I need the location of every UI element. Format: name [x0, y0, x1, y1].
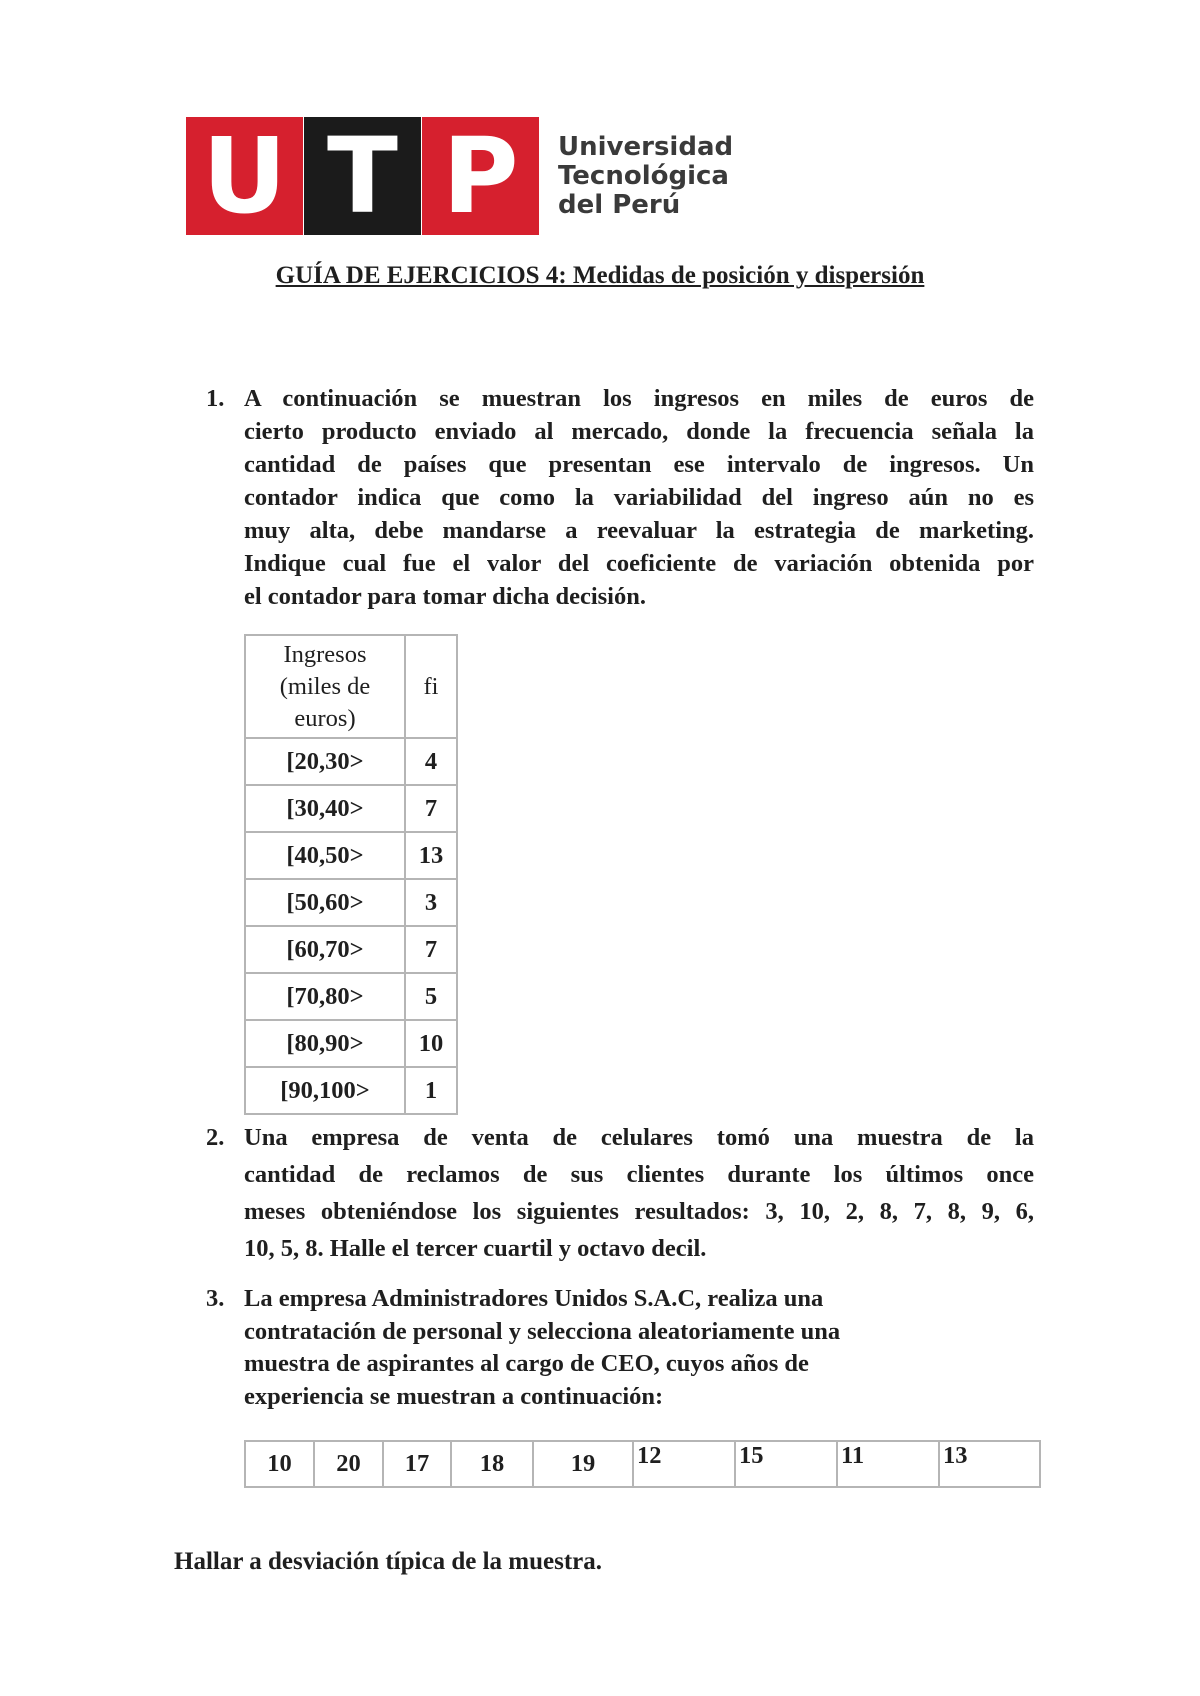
question-line: contador indica que como la variabilidad del ingreso aún no es	[244, 484, 1034, 511]
logo-box-u	[186, 117, 303, 235]
header-line: Ingresos	[283, 640, 367, 668]
table-row	[245, 879, 457, 926]
question-line: Indique cual fue el valor del coeficiente de variación obtenida por	[244, 550, 1034, 577]
logo-letter-p: P	[442, 115, 519, 237]
interval-cell: [80,90>	[245, 1020, 405, 1067]
question-line: 10, 5, 8. Halle el tercer cuartil y octavo decil.	[244, 1235, 707, 1262]
fi-cell: 3	[405, 879, 457, 926]
interval-cell: [40,50>	[245, 832, 405, 879]
logo-name-line: Universidad	[558, 132, 734, 162]
value-cell: 10	[245, 1441, 314, 1487]
table-row	[245, 926, 457, 973]
question-number: 3.	[206, 1285, 225, 1312]
interval-cell: [90,100>	[245, 1067, 405, 1114]
logo-letter-u: U	[202, 115, 287, 237]
experience-values-table	[244, 1440, 1041, 1488]
interval-cell: [30,40>	[245, 785, 405, 832]
question-line: cierto producto enviado al mercado, donde la frecuencia señala la	[244, 418, 1034, 445]
header-fi: fi	[405, 635, 457, 738]
logo-name-line: Tecnológica	[558, 161, 729, 191]
logo-box-t	[304, 117, 421, 235]
table-row	[245, 1020, 457, 1067]
value-cell: 18	[451, 1441, 533, 1487]
interval-cell: [70,80>	[245, 973, 405, 1020]
table-row	[245, 738, 457, 785]
fi-cell: 4	[405, 738, 457, 785]
question-line: experiencia se muestran a continuación:	[244, 1382, 664, 1410]
value-cell: 15	[735, 1441, 837, 1487]
question-number: 2.	[206, 1124, 225, 1151]
value-cell: 12	[633, 1441, 735, 1487]
logo-box-p	[422, 117, 539, 235]
page-title: GUÍA DE EJERCICIOS 4: Medidas de posición y dispersión	[275, 262, 925, 289]
value-cell: 20	[314, 1441, 383, 1487]
value-cell: 11	[837, 1441, 939, 1487]
utp-logo	[186, 115, 734, 237]
logo-university-name	[558, 133, 733, 220]
question-line: muy alta, debe mandarse a reevaluar la estrategia de marketing.	[244, 517, 1034, 544]
table-row	[245, 1067, 457, 1114]
value-cell: 19	[533, 1441, 633, 1487]
question-line: Una empresa de venta de celulares tomó una muestra de la	[244, 1124, 1034, 1151]
fi-cell: 13	[405, 832, 457, 879]
interval-cell: [20,30>	[245, 738, 405, 785]
header-line: euros)	[294, 704, 356, 732]
question-line: muestra de aspirantes al cargo de CEO, cuyos años de	[244, 1350, 809, 1377]
question-line: el contador para tomar dicha decisión.	[244, 583, 646, 610]
table-header-row	[245, 635, 457, 738]
closing-instruction: Hallar a desviación típica de la muestra.	[174, 1548, 602, 1575]
question-2	[206, 1119, 1034, 1267]
value-cell: 17	[383, 1441, 451, 1487]
question-line: contratación de personal y selecciona aleatoriamente una	[244, 1317, 841, 1345]
table-row	[245, 785, 457, 832]
table-row	[245, 973, 457, 1020]
fi-cell: 7	[405, 926, 457, 973]
question-line: A continuación se muestran los ingresos en miles de euros de	[244, 385, 1034, 412]
header-line: (miles de	[279, 672, 371, 700]
fi-cell: 1	[405, 1067, 457, 1114]
logo-letter-t: T	[327, 115, 398, 237]
question-number: 1.	[206, 385, 225, 412]
question-line: cantidad de reclamos de sus clientes durante los últimos once	[244, 1161, 1034, 1188]
value-cell: 13	[939, 1441, 1040, 1487]
header-ingresos	[245, 635, 405, 738]
interval-cell: [60,70>	[245, 926, 405, 973]
fi-cell: 5	[405, 973, 457, 1020]
table-row	[245, 1441, 1040, 1487]
question-line: La empresa Administradores Unidos S.A.C, realiza una	[244, 1285, 824, 1312]
fi-cell: 10	[405, 1020, 457, 1067]
interval-cell: [50,60>	[245, 879, 405, 926]
fi-cell: 7	[405, 785, 457, 832]
income-frequency-table	[244, 634, 458, 1115]
question-line: meses obteniéndose los siguientes resultados: 3, 10, 2, 8, 7, 8, 9, 6,	[244, 1198, 1034, 1225]
question-1	[206, 382, 1034, 613]
question-3	[206, 1283, 1034, 1413]
table-row	[245, 832, 457, 879]
logo-name-line: del Perú	[558, 190, 681, 220]
question-line: cantidad de países que presentan ese intervalo de ingresos. Un	[244, 451, 1034, 478]
